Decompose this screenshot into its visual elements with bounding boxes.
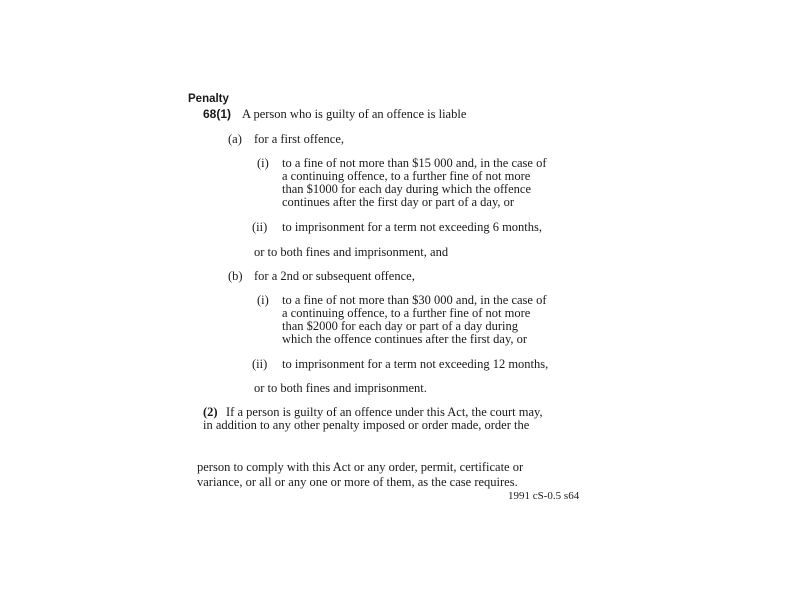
section-number: 68(1) bbox=[203, 107, 232, 121]
para-a-sub-i-label: (i) bbox=[257, 156, 269, 170]
subsection-2-line4: variance, or all or any one or more of them, as the case requires. bbox=[197, 475, 518, 489]
para-a-tail: or to both fines and imprisonment, and bbox=[254, 245, 449, 259]
subsection-2-line2: in addition to any other penalty imposed or order made, order the bbox=[203, 418, 530, 432]
para-a-sub-ii-label: (ii) bbox=[252, 220, 268, 234]
text-line: to a fine of not more than $15 000 and, in the case of bbox=[282, 156, 547, 170]
section-intro: A person who is guilty of an offence is liable bbox=[242, 107, 467, 121]
para-a-sub-ii-text: to imprisonment for a term not exceeding 6 months, bbox=[282, 220, 543, 234]
para-b-sub-ii-text: to imprisonment for a term not exceeding 12 months, bbox=[282, 357, 549, 371]
para-b-text: for a 2nd or subsequent offence, bbox=[254, 269, 415, 283]
para-a-sub-i-text bbox=[282, 157, 547, 209]
para-b-sub-i-label: (i) bbox=[257, 293, 269, 307]
section-heading: Penalty bbox=[188, 93, 229, 105]
para-a-label: (a) bbox=[228, 132, 242, 146]
para-b-label: (b) bbox=[228, 269, 243, 283]
text-line: a continuing offence, to a further fine of not more bbox=[282, 306, 531, 320]
text-line: continues after the first day or part of a day, or bbox=[282, 195, 515, 209]
para-b-sub-ii-label: (ii) bbox=[252, 357, 268, 371]
subsection-2-line1: If a person is guilty of an offence under this Act, the court may, bbox=[226, 405, 543, 419]
text-line: which the offence continues after the first day, or bbox=[282, 332, 528, 346]
text-line: a continuing offence, to a further fine of not more bbox=[282, 169, 531, 183]
text-line: to a fine of not more than $30 000 and, in the case of bbox=[282, 293, 547, 307]
citation: 1991 cS-0.5 s64 bbox=[508, 490, 580, 502]
para-b-tail: or to both fines and imprisonment. bbox=[254, 381, 427, 395]
para-a-text: for a first offence, bbox=[254, 132, 345, 146]
subsection-2-label: (2) bbox=[203, 405, 218, 419]
text-line: than $1000 for each day during which the offence bbox=[282, 182, 531, 196]
para-b-sub-i-text bbox=[282, 294, 547, 346]
subsection-2-line3: person to comply with this Act or any order, permit, certificate or bbox=[197, 460, 524, 474]
text-line: than $2000 for each day or part of a day during bbox=[282, 319, 519, 333]
